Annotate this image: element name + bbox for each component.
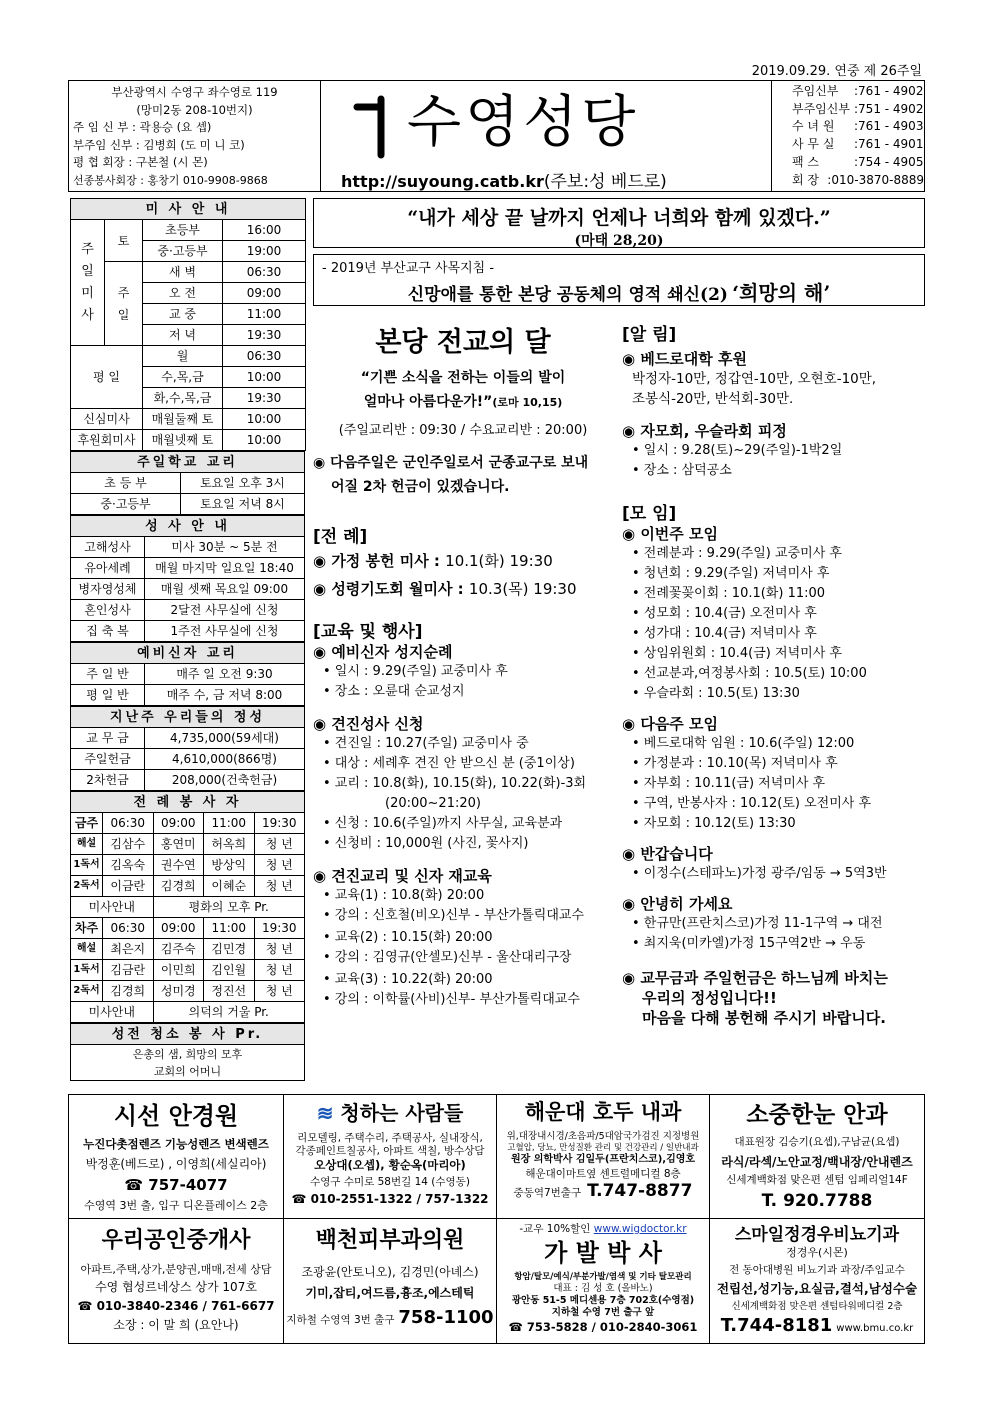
- table-cell: 김옥숙: [103, 855, 154, 876]
- list-item: • 구역, 반봉사자 : 10.12(토) 오전미사 후: [632, 796, 872, 811]
- education-heading: [교육 및 행사]: [313, 622, 423, 642]
- wig-url-link: www.wigdoctor.kr: [593, 1223, 687, 1235]
- table-cell: 저 녁: [143, 325, 223, 346]
- list-item: (20:00~21:20): [385, 796, 481, 811]
- welcome-title: ◉ 반갑습니다: [622, 845, 713, 863]
- list-item: • 성모회 : 10.4(금) 오전미사 후: [632, 606, 817, 621]
- list-item: • 신청비 : 10,000원 (사진, 꽃사지): [323, 836, 529, 851]
- table-cell: 신심미사: [71, 409, 143, 430]
- contact-row: 수 녀 원 : 761 - 4903: [792, 119, 924, 134]
- table-cell: 화,수,목,금: [143, 388, 223, 409]
- table-cell: 김경희: [103, 981, 154, 1002]
- table-cell: 최은지: [103, 939, 154, 960]
- list-item: • 교리 : 10.8(화), 10.15(화), 10.22(화)-3회: [323, 776, 587, 791]
- table-cell: 해설: [71, 939, 103, 960]
- address-line: 부산광역시 수영구 좌수영로 119: [111, 85, 278, 99]
- table-cell: 유아세례: [71, 558, 145, 579]
- pastoral-guideline: - 2019년 부산교구 사목지침 - 신망애를 통한 본당 공동체의 영적 쇄신(2) ‘희망의 해’: [313, 254, 925, 306]
- ad-eye-clinic[interactable]: 소중한눈 안과 대표원장 김승기(요셉),구남균(요셉) 라식/라섹/노안교정/백내장/안내렌즈 신세계백화점 맞은편 센텀 임페리얼14F T. 920.7788: [709, 1094, 925, 1219]
- liturgy-item: ◉ 가정 봉헌 미사 : 10.1(화) 19:30: [313, 552, 553, 570]
- table-cell: 매월넷째 토: [143, 430, 223, 451]
- table-cell: 평 일 반: [71, 685, 145, 706]
- list-item: • 성가대 : 10.4(금) 저녁미사 후: [632, 626, 817, 641]
- table-cell: 오 전: [143, 283, 223, 304]
- list-item: 박정자-10만, 정갑연-10만, 오현호-10만,: [632, 371, 877, 387]
- table-cell: 정진선: [204, 981, 255, 1002]
- table-cell: 10:00: [223, 367, 306, 388]
- table-cell: 매주 수, 금 저녁 8:00: [145, 685, 305, 706]
- catechumen-table: [70, 642, 305, 706]
- table-cell: 토요일 오후 3시: [181, 473, 305, 494]
- table-cell: 09:00: [153, 813, 204, 834]
- table-cell: 청 년: [254, 834, 305, 855]
- list-item: • 가정분과 : 10.10(목) 저녁미사 후: [632, 756, 838, 771]
- table-cell: 초등부: [143, 220, 223, 241]
- liturgy-heading: [전 례]: [313, 527, 368, 547]
- ad-sisun-optical[interactable]: 시선 안경원 누진다촛점렌즈 기능성렌즈 변색렌즈 박정훈(베드로) , 이영희(세실리아) ☎ 757-4077 수영역 3번 출, 입구 디온플레이스 2층: [68, 1094, 284, 1219]
- notice-title: ◉ 베드로대학 후원: [622, 350, 747, 368]
- table-cell: 지난주 우리들의 정성: [71, 707, 305, 728]
- table-cell: 1독서: [71, 960, 103, 981]
- sunday-school-table: [70, 451, 305, 515]
- table-cell: 예비신자 교리: [71, 643, 305, 664]
- logo-area: [321, 81, 772, 191]
- table-cell: 4,735,000(59세대): [145, 728, 305, 749]
- table-cell: 11:00: [204, 918, 255, 939]
- mass-schedule-table: [70, 198, 306, 451]
- table-cell: 10:00: [223, 409, 306, 430]
- ad-urology[interactable]: 스마일정경우비뇨기과 정경우(시몬) 전 동아대병원 비뇨기과 과장/주임교수 전립선,성기능,요실금,결석,남성수술 신세계백화점 맞은편 센텀타워메디컬 2층 T.744-8181 www.bmu.co.kr: [709, 1218, 925, 1344]
- table-cell: 후원회미사: [71, 430, 143, 451]
- pastor-line: 주 임 신 부 : 곽용승 (요 셉): [73, 120, 212, 134]
- table-cell: 청 년: [254, 876, 305, 897]
- right-column: [알 림] ◉ 베드로대학 후원 박정자-10만, 정갑연-10만, 오현호-10만, 조봉식-20만, 반석회-30만. ◉ 자모회, 우슬라회 피정 • 일시 : 9.28(토)~29(주일)-1박2일 • 장소 : 삼덕공소 [모 임] ◉ 이번주 모임 • 전례분과 : 9.29(주일) 교중미사 후 • 청년회 : 9.29(주일) 저녁미사 후 • 전례꽃꽂이회 : 10.1(화) 11:00 • 성모회 : 10.4(금) 오전미사 후 • 성가대 : 10.4(금) 저녁미사 후 • 상임위원회 : 10.4(금) 저녁미사 후 • 선교분과,여정봉사회 : 10.5(토) 10:00 • 우슬라회 : 10.5(토) 13:30 ◉ 다음주 모임 • 베드로대학 임원 : 10.6(주일) 12:00 • 가정분과 : 10.10(목) 저녁미사 후 • 자부회 : 10.11(금) 저녁미사 후 • 구역, 반봉사자 : 10.12(토) 오전미사 후 • 자모회 : 10.12(토) 13:30 ◉ 반갑습니다 • 이정수(스테파노)가정 광주/임동 → 5역3반 ◉ 안녕히 가세요 • 한규만(프란치스코)가정 11-1구역 → 대전 • 최지욱(미카엘)가정 15구역2반 → 우동 ◉ 교무금과 주일헌금은 하느님께 바치는 우리의 정성입니다!! 마음을 다해 봉헌해 주시기 바랍니다.: [622, 320, 922, 1028]
- ad-dermatology[interactable]: 백천피부과의원 조광윤(안토니오), 김경민(아녜스) 기미,잡티,여드름,흉조,에스테틱 지하철 수영역 3번 출구 758-1100: [283, 1218, 497, 1344]
- quote-ref: (마태 28,20): [574, 233, 664, 249]
- church-logo-icon: [351, 89, 403, 159]
- event-title: ◉ 견진성사 신청: [313, 715, 424, 733]
- table-cell: 이민희: [153, 960, 204, 981]
- mission-title: 본당 전교의 달: [375, 327, 551, 358]
- list-item: • 자부회 : 10.11(금) 저녁미사 후: [632, 776, 826, 791]
- table-cell: 수,목,금: [143, 367, 223, 388]
- table-cell: 김삼수: [103, 834, 154, 855]
- table-cell: 김금란: [103, 960, 154, 981]
- church-name: 수영성당: [407, 90, 640, 155]
- ad-realtor[interactable]: 우리공인중개사 아파트,주택,상가,분양권,매매,전세 상담 수영 협성르네상스 상가 107호 ☎ 010-3840-2346 / 761-6677 소장 : 이 말 희 (요안나): [68, 1218, 284, 1344]
- website-link[interactable]: http://suyoung.catb.kr(주보:성 베드로): [341, 172, 667, 192]
- table-cell: 11:00: [204, 813, 255, 834]
- list-item: • 교육(2) : 10.15(화) 20:00: [323, 930, 493, 945]
- ad-renovation[interactable]: ≋ 청하는 사람들 리모델링, 주택수리, 주택공사, 실내장식, 각종페인트칠공사, 아파트 색칠, 방수상담 오상대(오셉), 황순옥(마리아) 수영구 수미로 58번길 14 (수영동) ☎ 010-2551-1322 / 757-1322: [283, 1094, 497, 1219]
- table-cell: 병자영성체: [71, 579, 145, 600]
- table-cell: 평화의 모후 Pr.: [153, 897, 305, 918]
- servers-table: [70, 791, 305, 1023]
- middle-column: 본당 전교의 달 “기쁜 소식을 전하는 이들의 발이 얼마나 아름다운가!”(로마 10,15) (주일교리반 : 09:30 / 수요교리반 : 20:00) ◉ 다음주일은 군인주일로서 군종교구로 보내 어질 2차 헌금이 있겠습니다. [전 례] ◉ 가정 봉헌 미사 : 10.1(화) 19:30 ◉ 성령기도회 월미사 : 10.3(목) 19:30 [교육 및 행사] ◉ 예비신자 성지순례 • 일시 : 9.29(주일) 교중미사 후 • 장소 : 오륜대 순교성지 ◉ 견진성사 신청 • 견진일 : 10.27(주일) 교중미사 중 • 대상 : 세례후 견진 안 받으신 분 (중1이상) • 교리 : 10.8(화), 10.15(화), 10.22(화)-3회 (20:00~21:20) • 신청 : 10.6(주일)까지 사무실, 교육분과 • 신청비 : 10,000원 (사진, 꽃사지) ◉ 견진교리 및 신자 재교육 • 교육(1) : 10.8(화) 20:00 • 강의 : 신호철(비오)신부 - 부산가톨릭대교수 • 교육(2) : 10.15(화) 20:00 • 강의 : 김영규(안셀모)신부 - 울산대리구장 • 교육(3) : 10.22(화) 20:00 • 강의 : 이학률(사비)신부- 부산가톨릭대교수: [313, 320, 613, 1010]
- mass-header: 미 사 안 내: [71, 199, 306, 220]
- meetings-heading: [모 임]: [622, 504, 677, 524]
- council-line: 평 협 회장 : 구본철 (시 몬): [73, 155, 208, 169]
- military-sunday-notice: ◉ 다음주일은 군인주일로서 군종교구로 보내: [313, 455, 589, 471]
- table-cell: 청 년: [254, 939, 305, 960]
- table-cell: 혼인성사: [71, 600, 145, 621]
- contact-row: 팩 스 : 754 - 4905: [792, 154, 924, 169]
- list-item: • 청년회 : 9.29(주일) 저녁미사 후: [632, 566, 830, 581]
- table-cell: 16:00: [223, 220, 306, 241]
- table-cell: 금주: [71, 813, 103, 834]
- weekday-label: 평 일: [71, 346, 143, 409]
- table-cell: 김민경: [204, 939, 255, 960]
- table-cell: 성 사 안 내: [71, 516, 305, 537]
- list-item: • 강의 : 김영규(안셀모)신부 - 울산대리구장: [323, 950, 572, 965]
- list-item: • 일시 : 9.29(주일) 교중미사 후: [323, 664, 508, 679]
- parish-address: [69, 81, 321, 191]
- list-item: • 장소 : 삼덕공소: [632, 463, 732, 478]
- left-info-column: [70, 198, 305, 1081]
- table-cell: 차주: [71, 918, 103, 939]
- table-cell: 월: [143, 346, 223, 367]
- table-cell: 19:30: [254, 813, 305, 834]
- sunday-label: 주일: [105, 262, 143, 346]
- table-cell: 교 무 금: [71, 728, 145, 749]
- notice-title: ◉ 자모회, 우슬라회 피정: [622, 422, 787, 440]
- liturgy-item: ◉ 성령기도회 월미사 : 10.3(목) 19:30: [313, 580, 577, 598]
- table-cell: 09:00: [223, 283, 306, 304]
- table-cell: 집 축 복: [71, 621, 145, 642]
- list-item: • 상임위원회 : 10.4(금) 저녁미사 후: [632, 646, 842, 661]
- saturday-label: 토: [105, 220, 143, 262]
- table-cell: 2차헌금: [71, 770, 145, 791]
- table-cell: 새 벽: [143, 262, 223, 283]
- table-cell: 매월둘째 토: [143, 409, 223, 430]
- table-cell: 2독서: [71, 981, 103, 1002]
- sunday-mass-label: 주일미사: [71, 220, 105, 346]
- table-cell: 김경희: [153, 876, 204, 897]
- list-item: • 장소 : 오륜대 순교성지: [323, 684, 465, 699]
- table-cell: 청 년: [254, 960, 305, 981]
- table-cell: 주일학교 교리: [71, 452, 305, 473]
- table-cell: 19:00: [223, 241, 306, 262]
- table-cell: 09:00: [153, 918, 204, 939]
- table-cell: 청 년: [254, 855, 305, 876]
- sacrament-table: [70, 515, 305, 642]
- contact-list: [772, 83, 924, 189]
- table-cell: 방상익: [204, 855, 255, 876]
- table-cell: 매주 일 오전 9:30: [145, 664, 305, 685]
- meeting-title: ◉ 다음주 모임: [622, 715, 718, 733]
- table-cell: 홍연미: [153, 834, 204, 855]
- table-cell: 19:30: [223, 388, 306, 409]
- list-item: • 전례분과 : 9.29(주일) 교중미사 후: [632, 546, 842, 561]
- urology-url-link: www.bmu.co.kr: [836, 1322, 914, 1334]
- table-cell: 교 중: [143, 304, 223, 325]
- notices-heading: [알 림]: [622, 325, 677, 345]
- ad-wig-doctor[interactable]: -교우 10%할인 www.wigdoctor.kr 가 발 박 사 항암/탈모/예식/부분가발/염색 및 기타 탈모관리 대표 : 김 성 호 (올바노) 광안동 51-5 메디센용 7층 702호(수영점) 지하철 수영 7번 출구 앞 ☎ 753-5828 / 010-2840-3061: [496, 1218, 710, 1344]
- table-cell: 의덕의 거울 Pr.: [153, 1002, 305, 1023]
- list-item: • 견진일 : 10.27(주일) 교중미사 중: [323, 736, 529, 751]
- ad-internal-clinic[interactable]: 해운대 호두 내과 위,대장내시경/초음파/5대암국가검진 지정병원 고혈압, 당뇨, 만성질환 관리 및 건강관리 / 일반내과 원장 의학박사 김일두(프란치스코),김영호 해운대이마트옆 센트럴메디컬 8층 중동역7번출구 T.747-8877: [496, 1094, 710, 1219]
- table-cell: 06:30: [223, 346, 306, 367]
- list-item: 조봉식-20만, 반석회-30만.: [632, 391, 794, 407]
- wave-logo-icon: ≋: [316, 1101, 334, 1125]
- table-cell: 은총의 샘, 희망의 모후 교회의 어머니: [71, 1045, 305, 1081]
- cleaning-table: [70, 1023, 305, 1081]
- contact-row: 회 장 : 010-3870-8889: [792, 172, 924, 187]
- table-cell: 1주전 사무실에 신청: [145, 621, 305, 642]
- table-cell: 중·고등부: [71, 494, 181, 515]
- table-cell: 10:00: [223, 430, 306, 451]
- list-item: • 일시 : 9.28(토)~29(주일)-1박2일: [632, 443, 843, 458]
- table-cell: 토요일 저녁 8시: [181, 494, 305, 515]
- contact-row: 사 무 실 : 761 - 4901: [792, 137, 924, 152]
- table-cell: 고해성사: [71, 537, 145, 558]
- table-cell: 성전 청소 봉 사 Pr.: [71, 1024, 305, 1045]
- list-item: • 베드로대학 임원 : 10.6(주일) 12:00: [632, 736, 855, 751]
- table-cell: 권수연: [153, 855, 204, 876]
- list-item: • 강의 : 신호철(비오)신부 - 부산가톨릭대교수: [323, 908, 585, 923]
- list-item: • 신청 : 10.6(주일)까지 사무실, 교육분과: [323, 816, 563, 831]
- table-cell: 미사안내: [71, 1002, 154, 1023]
- table-cell: 19:30: [223, 325, 306, 346]
- table-cell: 초 등 부: [71, 473, 181, 494]
- event-title: ◉ 예비신자 성지순례: [313, 643, 453, 661]
- list-item: • 한규만(프란치스코)가정 11-1구역 → 대전: [632, 916, 883, 931]
- scripture-quote: [313, 198, 925, 248]
- list-item: • 최지욱(미카엘)가정 15구역2반 → 우동: [632, 936, 866, 951]
- list-item: • 우슬라회 : 10.5(토) 13:30: [632, 686, 800, 701]
- table-cell: 06:30: [103, 813, 154, 834]
- event-title: ◉ 견진교리 및 신자 재교육: [313, 867, 492, 885]
- offering-table: [70, 706, 305, 791]
- table-cell: 매월 마지막 일요일 18:40: [145, 558, 305, 579]
- table-cell: 전 례 봉 사 자: [71, 792, 305, 813]
- list-item: • 교육(3) : 10.22(화) 20:00: [323, 972, 493, 987]
- table-cell: 1독서: [71, 855, 103, 876]
- table-cell: 2달전 사무실에 신청: [145, 600, 305, 621]
- table-cell: 김주숙: [153, 939, 204, 960]
- offering-appeal: ◉ 교무금과 주일헌금은 하느님께 바치는: [622, 969, 888, 987]
- list-item: • 이정수(스테파노)가정 광주/임동 → 5역3반: [632, 866, 887, 881]
- table-cell: 매월 셋째 목요일 09:00: [145, 579, 305, 600]
- table-cell: 허옥희: [204, 834, 255, 855]
- date-line: 2019.09.29. 연중 제 26주일: [751, 64, 922, 79]
- table-cell: 208,000(건축헌금): [145, 770, 305, 791]
- table-cell: 19:30: [254, 918, 305, 939]
- address-line: (망미2동 208-10번지): [136, 102, 253, 117]
- table-cell: 주 일 반: [71, 664, 145, 685]
- table-cell: 4,610,000(866명): [145, 749, 305, 770]
- contact-row: 주임신부 : 761 - 4902: [792, 84, 924, 98]
- table-cell: 김인월: [204, 960, 255, 981]
- table-cell: 해설: [71, 834, 103, 855]
- list-item: • 전례꽃꽂이회 : 10.1(화) 11:00: [632, 586, 826, 601]
- farewell-title: ◉ 안녕히 가세요: [622, 895, 733, 913]
- table-cell: 06:30: [223, 262, 306, 283]
- list-item: • 자모회 : 10.12(토) 13:30: [632, 816, 796, 831]
- table-cell: 미사안내: [71, 897, 154, 918]
- table-cell: 2독서: [71, 876, 103, 897]
- table-cell: 이금란: [103, 876, 154, 897]
- list-item: • 교육(1) : 10.8(화) 20:00: [323, 888, 485, 903]
- table-cell: 주일헌금: [71, 749, 145, 770]
- meeting-title: ◉ 이번주 모임: [622, 525, 718, 543]
- quote-text: “내가 세상 끝 날까지 언제나 너희와 함께 있겠다.”: [407, 207, 831, 229]
- funeral-line: 선종봉사회장 : 홍창기 010-9908-9868: [73, 173, 268, 187]
- table-cell: 이혜순: [204, 876, 255, 897]
- list-item: • 강의 : 이학률(사비)신부- 부산가톨릭대교수: [323, 992, 580, 1007]
- list-item: • 대상 : 세례후 견진 안 받으신 분 (중1이상): [323, 756, 575, 771]
- table-cell: 06:30: [103, 918, 154, 939]
- contact-row: 부주임신부 : 751 - 4902: [792, 101, 924, 116]
- table-cell: 미사 30분 ~ 5분 전: [145, 537, 305, 558]
- list-item: • 선교분과,여정봉사회 : 10.5(토) 10:00: [632, 666, 867, 681]
- table-cell: 중·고등부: [143, 241, 223, 262]
- table-cell: 성미경: [153, 981, 204, 1002]
- assistant-line: 부주임 신부 : 김병희 (도 미 니 코): [73, 137, 245, 152]
- table-cell: 11:00: [223, 304, 306, 325]
- table-cell: 청 년: [254, 981, 305, 1002]
- masthead: [68, 80, 925, 192]
